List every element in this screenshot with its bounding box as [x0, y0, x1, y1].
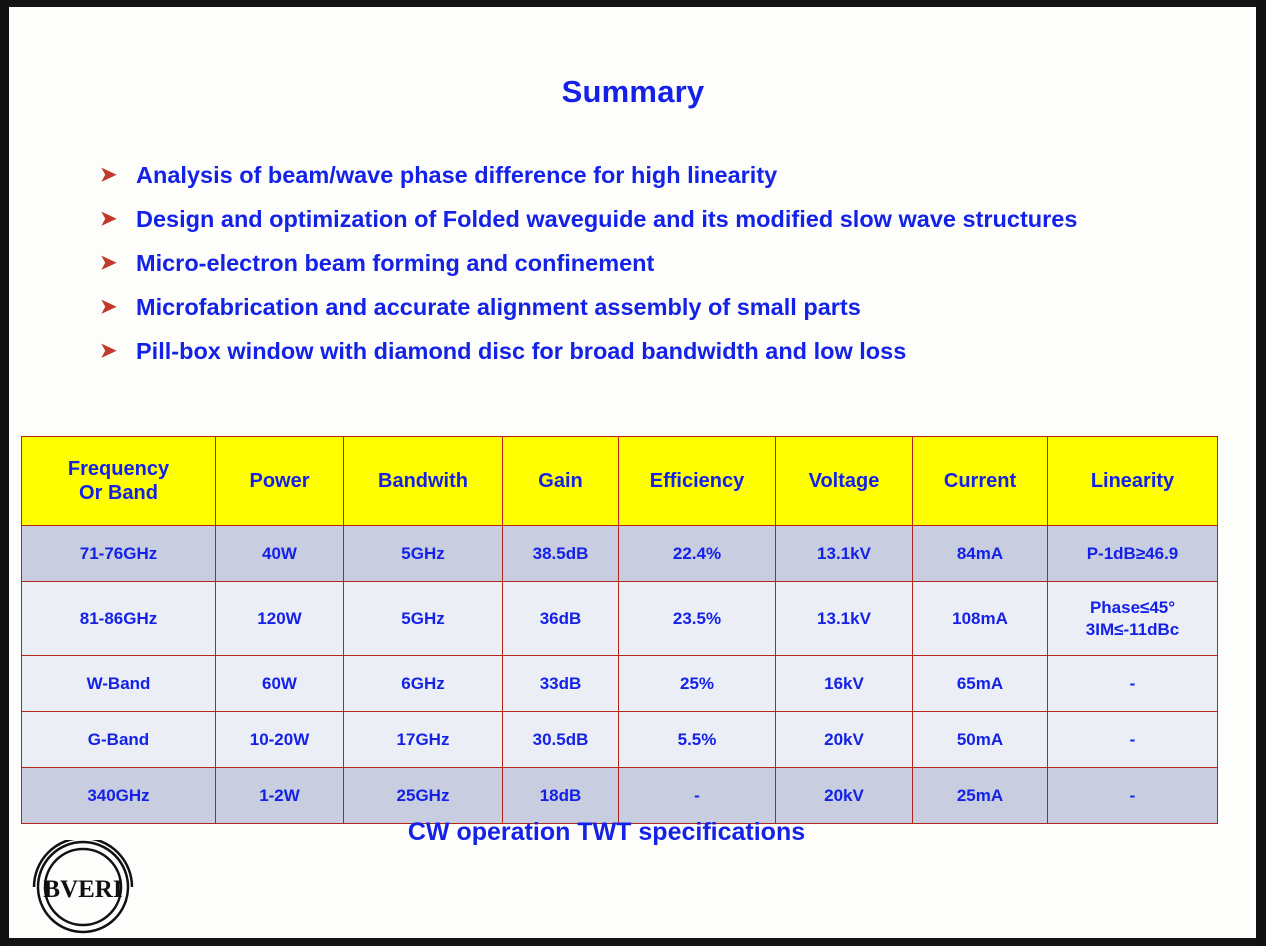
arrow-bullet-icon: ➤ — [100, 252, 117, 274]
list-item — [100, 248, 1220, 279]
cell-bandwith: 5GHz — [344, 582, 503, 656]
cell-voltage: 13.1kV — [776, 526, 913, 582]
bveri-logo — [22, 840, 146, 934]
column-header-power: Power — [216, 437, 344, 526]
cell-linearity-line2: 3IM≤-11dBc — [1085, 619, 1180, 639]
cell-current: 84mA — [913, 526, 1048, 582]
column-header-linearity: Linearity — [1048, 437, 1218, 526]
cell-bandwith: 6GHz — [344, 656, 503, 712]
cell-frequency: 71-76GHz — [22, 526, 216, 582]
cell-frequency: G-Band — [22, 712, 216, 768]
cell-current: 108mA — [913, 582, 1048, 656]
cell-power: 1-2W — [216, 768, 344, 824]
column-header-frequency-line1: Frequency — [67, 458, 170, 480]
cell-gain: 36dB — [503, 582, 619, 656]
cell-voltage: 16kV — [776, 656, 913, 712]
column-header-bandwith: Bandwith — [344, 437, 503, 526]
specifications-table — [21, 436, 1218, 824]
column-header-voltage: Voltage — [776, 437, 913, 526]
cell-efficiency: 23.5% — [619, 582, 776, 656]
cell-linearity — [1048, 582, 1218, 656]
table-row — [22, 526, 1218, 582]
slide-edge-left — [0, 0, 9, 946]
cell-gain: 33dB — [503, 656, 619, 712]
bullet-text: Micro-electron beam forming and confinement — [136, 250, 655, 276]
list-item — [100, 204, 1220, 235]
cell-power: 120W — [216, 582, 344, 656]
bullet-text: Design and optimization of Folded waveguide and its modified slow wave structures — [136, 206, 1078, 232]
cell-efficiency: 25% — [619, 656, 776, 712]
cell-current: 50mA — [913, 712, 1048, 768]
column-header-efficiency: Efficiency — [619, 437, 776, 526]
cell-linearity: - — [1048, 712, 1218, 768]
arrow-bullet-icon: ➤ — [100, 296, 117, 318]
cell-frequency: 81-86GHz — [22, 582, 216, 656]
slide-edge-top — [0, 0, 1266, 7]
table-row — [22, 582, 1218, 656]
logo-text: BVERI — [43, 876, 123, 903]
page-title: Summary — [561, 74, 705, 109]
cell-power: 60W — [216, 656, 344, 712]
bullet-list — [100, 160, 1220, 380]
column-header-gain: Gain — [503, 437, 619, 526]
cell-efficiency: 22.4% — [619, 526, 776, 582]
cell-bandwith: 25GHz — [344, 768, 503, 824]
cell-linearity-line1: Phase≤45° — [1089, 597, 1176, 617]
cell-voltage: 20kV — [776, 768, 913, 824]
arrow-bullet-icon: ➤ — [100, 164, 117, 186]
cell-bandwith: 5GHz — [344, 526, 503, 582]
bullet-text: Pill-box window with diamond disc for broad bandwidth and low loss — [136, 338, 907, 364]
table-caption: CW operation TWT specifications — [407, 818, 806, 846]
cell-gain: 38.5dB — [503, 526, 619, 582]
arrow-bullet-icon: ➤ — [100, 340, 117, 362]
list-item — [100, 336, 1220, 367]
cell-voltage: 20kV — [776, 712, 913, 768]
cell-efficiency: 5.5% — [619, 712, 776, 768]
cell-power: 40W — [216, 526, 344, 582]
column-header-frequency — [22, 437, 216, 526]
table-row — [22, 656, 1218, 712]
bullet-text: Microfabrication and accurate alignment assembly of small parts — [136, 294, 861, 320]
cell-frequency: W-Band — [22, 656, 216, 712]
bullet-text: Analysis of beam/wave phase difference for high linearity — [136, 162, 778, 188]
slide-edge-bottom — [0, 938, 1266, 946]
cell-frequency: 340GHz — [22, 768, 216, 824]
cell-gain: 18dB — [503, 768, 619, 824]
arrow-bullet-icon: ➤ — [100, 208, 117, 230]
cell-gain: 30.5dB — [503, 712, 619, 768]
cell-linearity: - — [1048, 768, 1218, 824]
list-item — [100, 292, 1220, 323]
cell-linearity: - — [1048, 656, 1218, 712]
cell-linearity: P-1dB≥46.9 — [1048, 526, 1218, 582]
cell-current: 65mA — [913, 656, 1048, 712]
slide-edge-right — [1256, 0, 1266, 946]
column-header-current: Current — [913, 437, 1048, 526]
table-row — [22, 712, 1218, 768]
column-header-frequency-line2: Or Band — [79, 482, 158, 504]
table-row — [22, 768, 1218, 824]
table-header-row — [22, 437, 1218, 526]
cell-voltage: 13.1kV — [776, 582, 913, 656]
cell-current: 25mA — [913, 768, 1048, 824]
cell-bandwith: 17GHz — [344, 712, 503, 768]
list-item — [100, 160, 1220, 191]
cell-efficiency: - — [619, 768, 776, 824]
cell-power: 10-20W — [216, 712, 344, 768]
